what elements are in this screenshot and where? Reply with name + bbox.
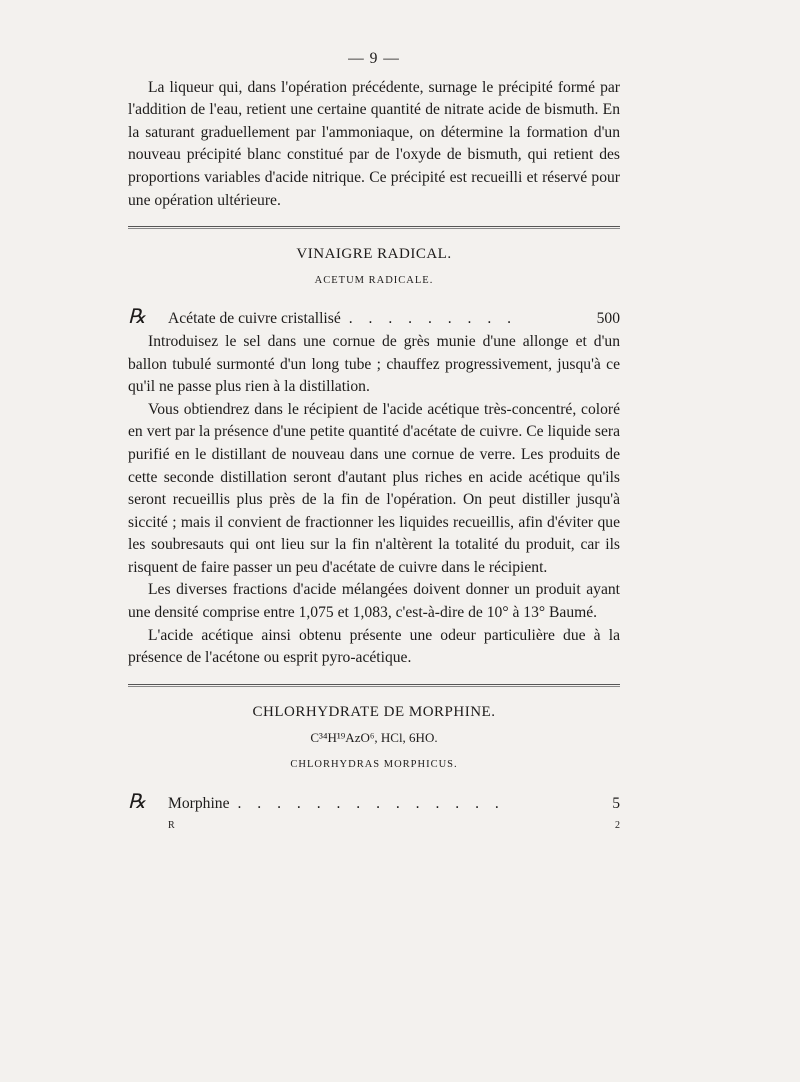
latin-name-vinaigre: ACETUM RADICALE.: [314, 274, 434, 286]
signature-number: 2: [615, 820, 620, 832]
leader-dots: . . . . . . . . . . . . . .: [237, 794, 505, 812]
ingredient-quantity: 5: [612, 794, 620, 812]
divider: [128, 684, 620, 687]
page-number: — 9 —: [348, 50, 400, 67]
ingredient-line: [128, 306, 620, 331]
recipe-symbol: ℞: [128, 306, 146, 329]
ingredient-name: Morphine: [168, 794, 230, 812]
latin-name-chlorhydrate: CHLORHYDRAS MORPHICUS.: [290, 759, 458, 771]
paragraph: Vous obtiendrez dans le récipient de l'acide acétique très-concentré, coloré en vert par la présence d'une petite quantité d'acétate de cuivre. Ce liquide sera purifié en le distillant de nouveau dans une cornue de verre. Les produits de cette seconde distillation seront d'autant plus riches en acide acétique qu'ils seront recueillis plus près de la fin de l'opération. On peut distiller jusqu'à siccité ; mais il convient de fractionner les liquides recueillis, afin d'éviter que les soubresauts qui ont lieu sur la fin n'altèrent la totalité du produit, car ils risquent de faire passer un peu d'acétate de cuivre dans le récipient.: [128, 400, 620, 576]
chemical-formula: C³⁴H¹⁹AzO⁶, HCl, 6HO.: [310, 730, 438, 746]
paragraph: L'acide acétique ainsi obtenu présente une odeur particulière due à la présence de l'acétone ou esprit pyro-acétique.: [128, 626, 620, 667]
intro-paragraph: La liqueur qui, dans l'opération précédente, surnage le précipité formé par l'addition de l'eau, retient une certaine quantité de nitrate acide de bismuth. En la saturant graduellement par l'ammoniaque, on détermine la formation d'un nouveau précipité blanc constitué par de l'oxyde de bismuth, qui retient des proportions variables d'acide nitrique. Ce précipité est recueilli et réservé pour une opération ultérieure.: [128, 78, 620, 209]
signature-letter: R: [168, 820, 175, 832]
recipe-symbol: ℞: [128, 790, 146, 813]
leader-dots: . . . . . . . . .: [348, 310, 518, 328]
ingredient-name: Acétate de cuivre cristallisé: [168, 310, 341, 328]
ingredient-line: [128, 791, 620, 816]
ingredient-quantity: 500: [596, 310, 620, 328]
signature-mark: [128, 815, 620, 838]
section-title-chlorhydrate: CHLORHYDRATE DE MORPHINE.: [252, 703, 496, 720]
paragraph: Les diverses fractions d'acide mélangées doivent donner un produit ayant une densité comprise entre 1,075 et 1,083, c'est-à-dire de 10° à 13° Baumé.: [128, 581, 620, 622]
divider: [128, 226, 620, 229]
paragraph: Introduisez le sel dans une cornue de grès munie d'une allonge et d'un ballon tubulé surmonté d'un long tube ; chauffez progressivement, jusqu'à ce qu'il ne passe plus rien à la distillation.: [128, 332, 620, 396]
page: [128, 48, 620, 838]
section-title-vinaigre: VINAIGRE RADICAL.: [296, 246, 452, 263]
